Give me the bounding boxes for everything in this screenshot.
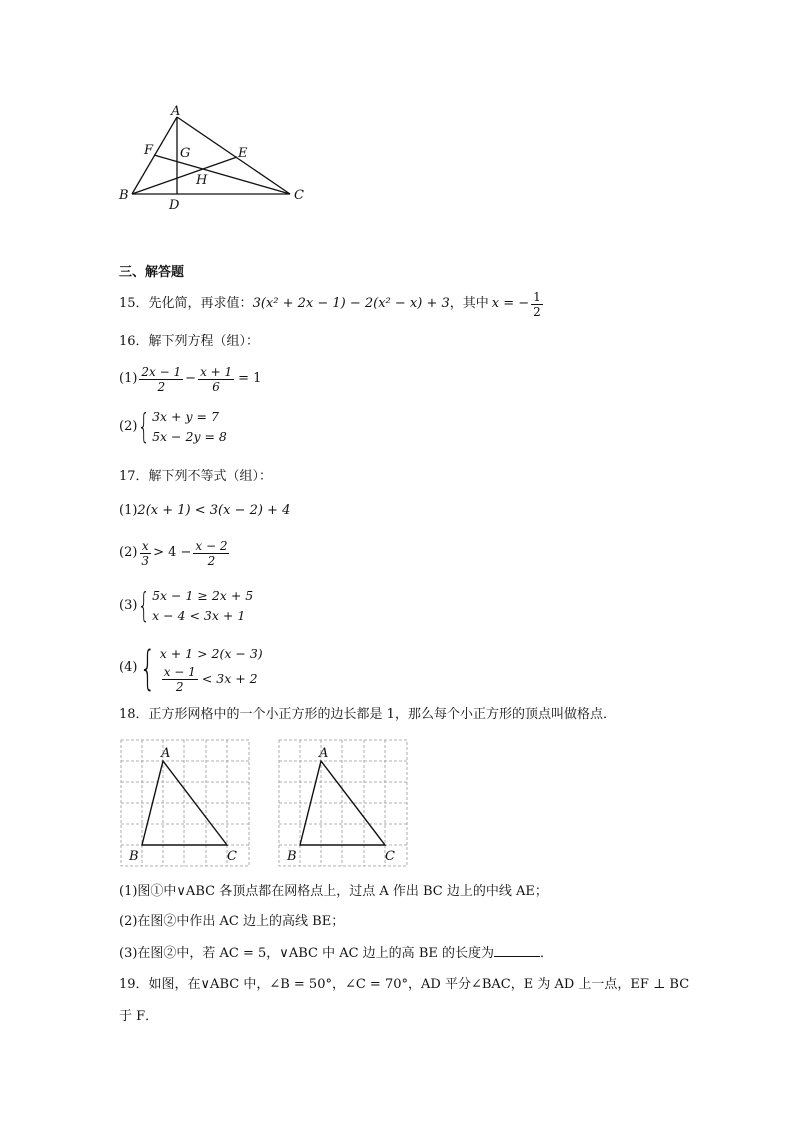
q15-expression: 3(x² + 2x − 1) − 2(x² − x) + 3 [252,296,450,311]
q16-p1-fraction-2: $\frac{x + 1}{6}$ [200,364,233,394]
triangle-abc-1 [142,761,227,845]
label-h: H [196,173,208,188]
q16-part-1 [119,362,261,396]
q18-part-2: (2)在图②中作出 AC 边上的高线 BE； [119,914,345,929]
segment-ac [177,117,290,194]
q17-p3-system: 5x − 1 ≥ 2x + 5 x − 4 < 3x + 1 [152,588,254,623]
q15-condition: x = − [491,296,530,311]
q16-p1-rhs: = 1 [238,371,262,386]
brace-icon: { [138,586,151,626]
q15-fraction: $\frac{1}{2}$ [533,289,541,319]
q16-p2-label: (2) [119,419,138,434]
q17-p4-label: (4) [119,660,138,675]
label-e: E [238,146,248,161]
q17-p2-fraction-1: $\frac{x}{3}$ [141,538,150,568]
grid-figure-2 [276,738,412,868]
brace-icon: { [138,407,151,447]
q17-p1-label: (1) [119,503,138,518]
question-19-line-2: 于 F． [119,1009,159,1024]
q15-text: 先化简，再求值： [148,296,253,311]
grid2-label-a: A [319,746,329,761]
triangle-figure [110,100,320,215]
q17-part-2 [119,536,231,570]
label-g: G [180,146,191,161]
grid1-label-c: C [227,849,237,864]
q15-text-b: ，其中 [449,296,489,311]
label-d: D [169,198,180,213]
question-18: 18．正方形网格中的一个小正方形的边长都是 1，那么每个小正方形的顶点叫做格点． [119,707,616,722]
q18-part-1: (1)图①中∨ABC 各顶点都在网格点上，过点 A 作出 BC 边上的中线 AE； [119,884,548,899]
q17-part-3 [119,584,253,628]
q16-p2-system: 3x + y = 7 5x − 2y = 8 [152,409,227,444]
section-title: 三、解答题 [119,265,185,280]
label-f: F [144,143,154,158]
grid2-label-b: B [287,849,297,864]
q16-part-2 [119,405,227,449]
q17-p1-expr: 2(x + 1) < 3(x − 2) + 4 [137,503,291,518]
question-19-line-1: 19．如图，在∨ABC 中，∠B = 50°，∠C = 70°，AD 平分∠BAC，E 为 AD 上一点，EF ⊥ BC [119,977,690,992]
label-a: A [171,104,181,119]
q16-p1-minus: − [185,371,197,386]
grid1-label-b: B [129,849,139,864]
q18-part-3: (3)在图②中，若 AC = 5，∨ABC 中 AC 边上的高 BE 的长度为 ． [119,946,554,961]
q17-part-1 [119,503,290,519]
q16-p1-fraction-1: $\frac{2x - 1}{2}$ [141,364,182,394]
q16-p1-label: (1) [119,371,138,386]
q15-number: 15． [119,296,149,311]
answer-blank[interactable] [494,944,540,957]
grid1-label-a: A [161,746,171,761]
question-17: 17．解下列不等式（组）： [119,469,273,484]
q17-p4-fraction: $\frac{x - 1}{2}$ [163,664,196,694]
q17-p3-label: (3) [119,598,138,613]
label-b: B [119,188,129,203]
q17-part-4 [119,639,263,697]
triangle-abc-2 [300,761,385,845]
segment-be [132,157,237,194]
brace-icon: { [140,641,157,695]
q17-p2-label: (2) [119,545,138,560]
grid2-label-c: C [385,849,395,864]
q17-p4-system: x + 1 > 2(x − 3) $\frac{x - 1}{2}$ < 3x + 2 [159,645,263,694]
question-15 [119,286,545,322]
q17-p2-mid: > 4 − [153,545,192,560]
segment-cf [154,155,290,194]
q17-p2-fraction-2: $\frac{x - 2}{2}$ [195,538,228,568]
label-c: C [294,188,304,203]
grid-figure-1 [118,738,254,868]
question-16: 16．解下列方程（组）： [119,334,260,349]
